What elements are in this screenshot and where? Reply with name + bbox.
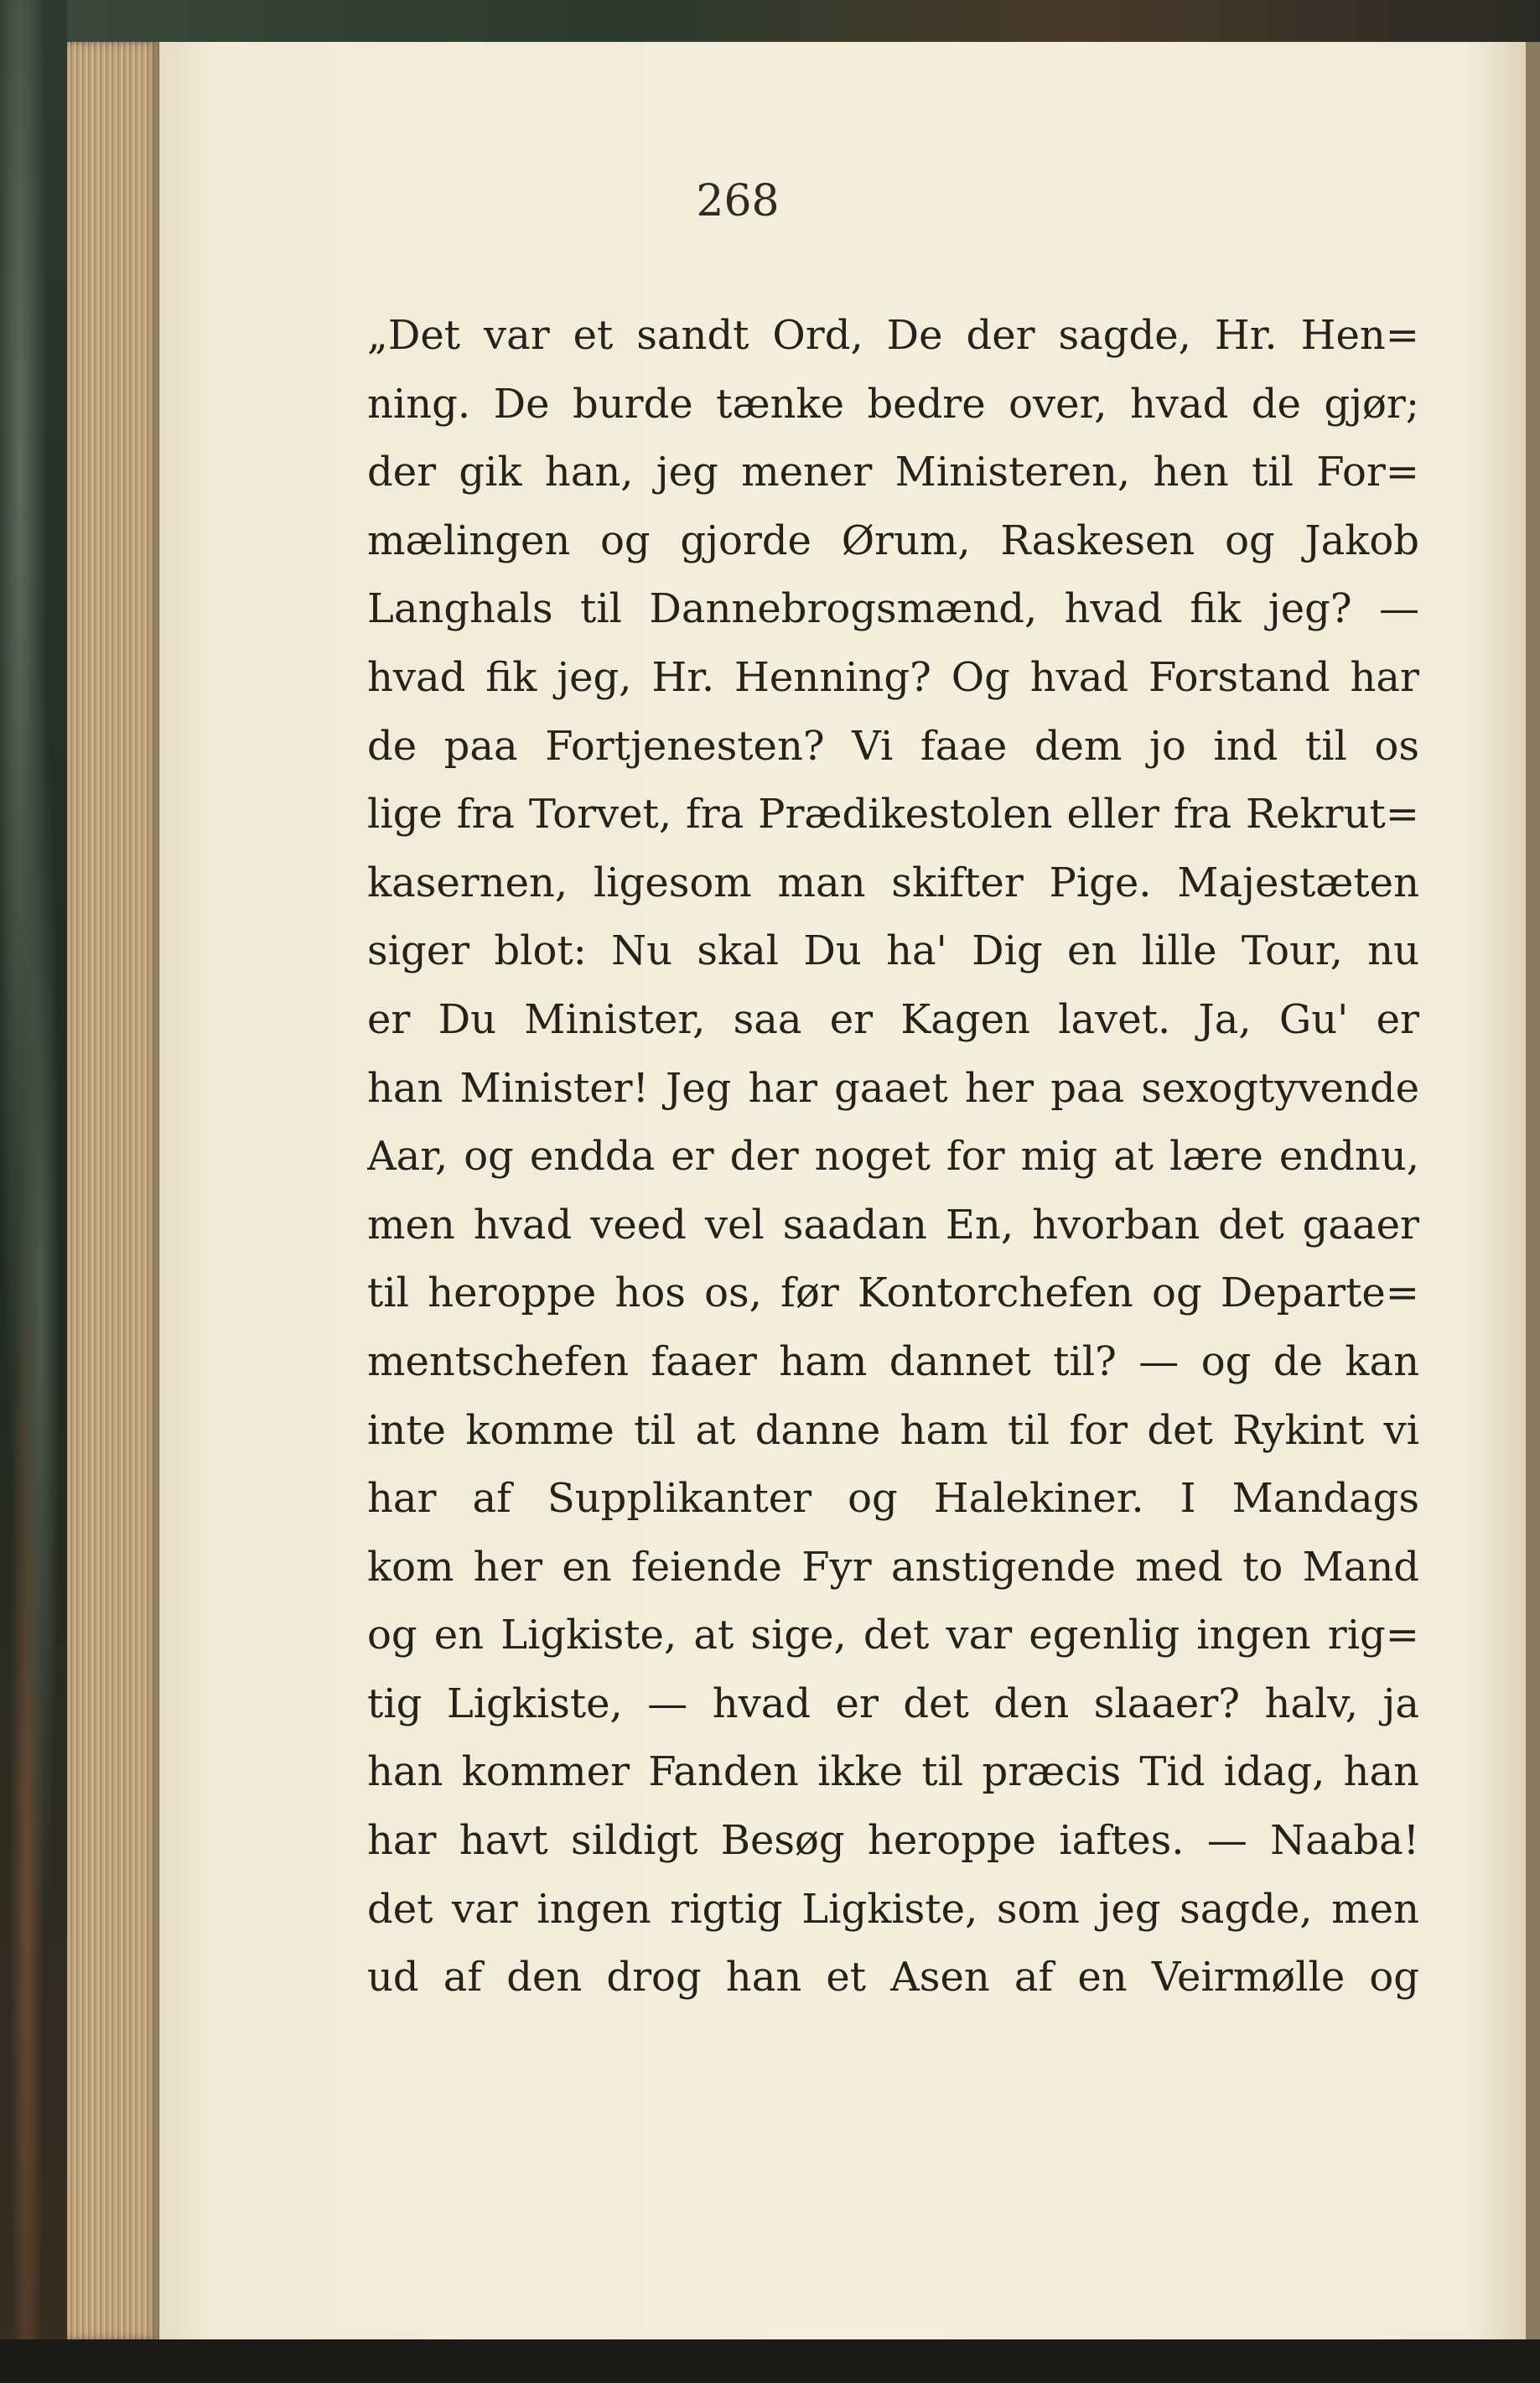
body-text [367,302,1419,2012]
text-line: Aar, og endda er der noget for mig at lære endnu, [367,1133,1419,1181]
text-line: tig Ligkiste, — hvad er det den slaaer? halv, ja [367,1680,1419,1727]
text-line: kom her en feiende Fyr anstigende med to Mand [367,1543,1419,1591]
text-line: og en Ligkiste, at sige, det var egenlig ingen rig= [367,1612,1419,1659]
text-line: ning. De burde tænke bedre over, hvad de gjør; [367,380,1419,428]
text-line: han Minister! Jeg har gaaet her paa sexogtyvende [367,1064,1419,1112]
text-line: til heroppe hos os, før Kontorchefen og Departe= [367,1269,1419,1317]
book-right-edge [1526,42,1540,2339]
text-line: ud af den drog han et Asen af en Veirmølle og [367,1954,1419,2001]
text-line: det var ingen rigtig Ligkiste, som jeg sagde, men [367,1885,1419,1933]
text-line: de paa Fortjenesten? Vi faae dem jo ind til os [367,722,1419,770]
text-line: han kommer Fanden ikke til præcis Tid idag, han [367,1748,1419,1796]
text-line: mælingen og gjorde Ørum, Raskesen og Jakob [367,517,1419,564]
page-edges [67,42,159,2339]
text-line: inte komme til at danne ham til for det Rykint vi [367,1406,1419,1454]
text-line: har havt sildigt Besøg heroppe iaftes. — Naaba! [367,1817,1419,1865]
text-line: kasernen, ligesom man skifter Pige. Majestæten [367,859,1419,906]
text-line: der gik han, jeg mener Ministeren, hen til For= [367,449,1419,496]
text-line: hvad fik jeg, Hr. Henning? Og hvad Forstand har [367,653,1419,701]
text-line: er Du Minister, saa er Kagen lavet. Ja, Gu' er [367,995,1419,1043]
text-line: har af Supplikanter og Halekiner. I Mandags [367,1475,1419,1523]
text-line: men hvad veed vel saadan En, hvorban det gaaer [367,1201,1419,1249]
text-line: mentschefen faaer ham dannet til? — og de kan [367,1337,1419,1385]
text-line: siger blot: Nu skal Du ha' Dig en lille Tour, nu [367,927,1419,975]
text-line: „Det var et sandt Ord, De der sagde, Hr. Hen= [367,312,1419,359]
book-cover-left [0,0,67,2383]
text-line: Langhals til Dannebrogsmænd, hvad fik jeg? — [367,585,1419,633]
book-cover-bottom [0,2339,1540,2383]
text-line: lige fra Torvet, fra Prædikestolen eller fra Rekrut= [367,791,1419,838]
page-number: 268 [696,176,780,226]
